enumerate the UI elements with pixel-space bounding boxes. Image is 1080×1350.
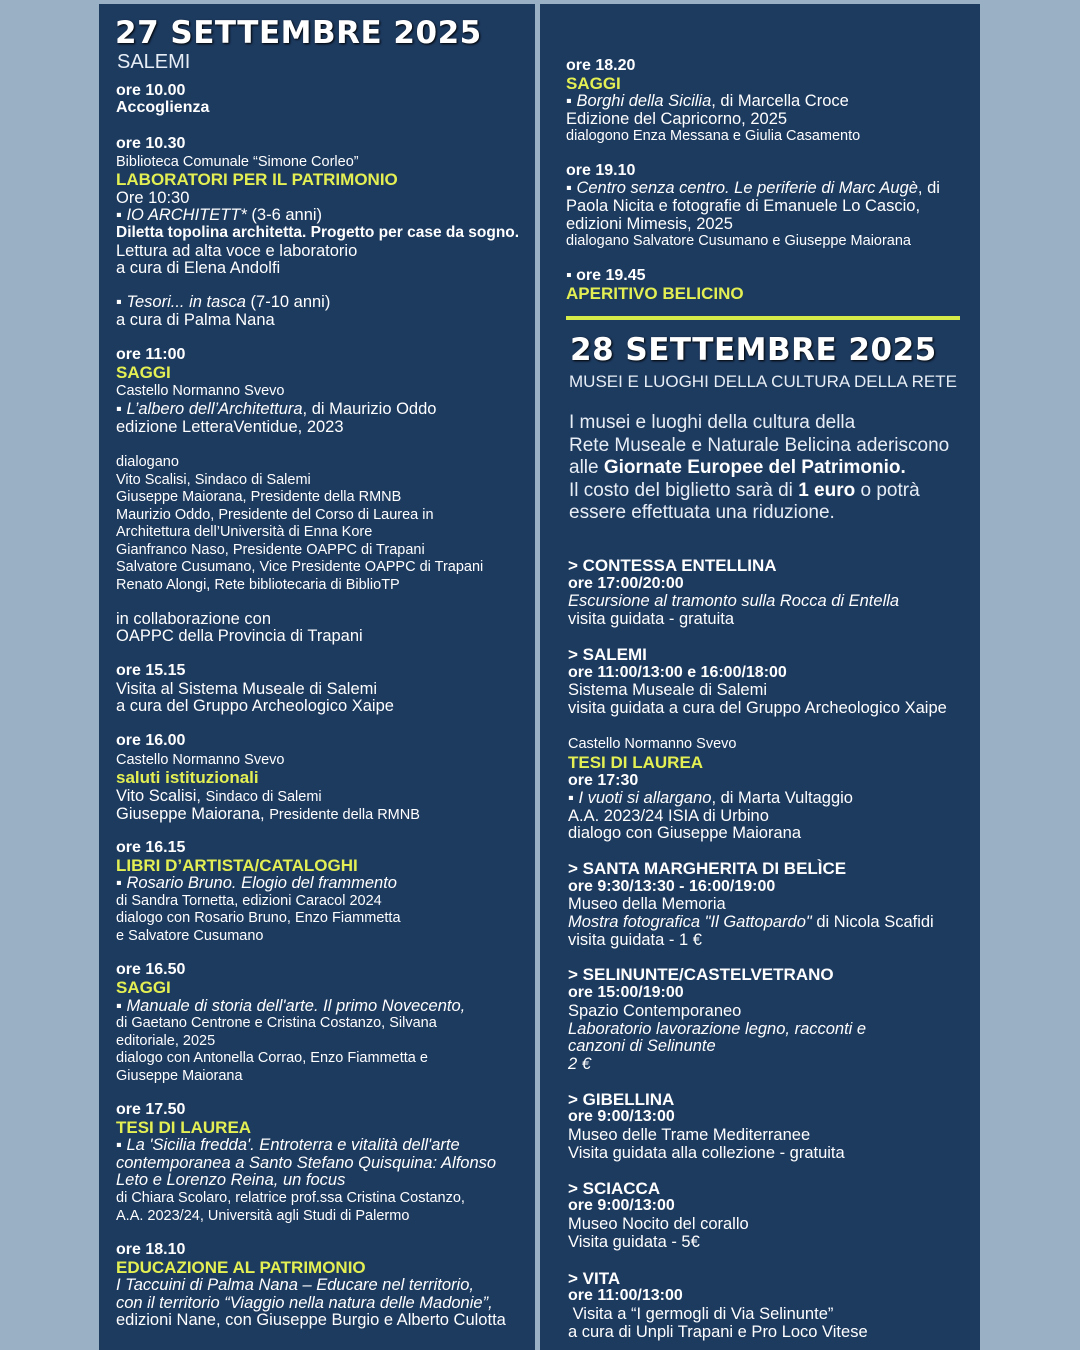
event-line: Museo delle Trame Mediterranee bbox=[568, 1126, 811, 1144]
event-line: Visita guidata - 5€ bbox=[568, 1233, 700, 1251]
event-category: saluti istituzionali bbox=[116, 768, 259, 787]
intro-text: o potrà bbox=[855, 480, 920, 501]
event-line: Spazio Contemporaneo bbox=[568, 1002, 742, 1020]
event-time: ore 9:30/13:30 - 16:00/19:00 bbox=[568, 878, 776, 895]
event-time: ore 16.00 bbox=[116, 732, 186, 749]
section-divider bbox=[566, 316, 960, 320]
event-book: ▪ Centro senza centro. Le periferie di Marc Augè, di bbox=[566, 179, 940, 197]
event-line: dialogo con Antonella Corrao, Enzo Fiammetta e bbox=[116, 1050, 428, 1066]
event-line: Lettura ad alta voce e laboratorio bbox=[116, 242, 358, 260]
event-line: Visita al Sistema Museale di Salemi bbox=[116, 680, 378, 698]
book-author: , di bbox=[917, 179, 940, 197]
event-line: Vito Scalisi, Sindaco di Salemi bbox=[116, 472, 311, 488]
exhibit-author: di Nicola Scafidi bbox=[811, 913, 934, 931]
book-title: Rosario Bruno. Elogio del frammento bbox=[126, 874, 397, 892]
item-age: (7-10 anni) bbox=[245, 293, 331, 311]
book-title: L’albero dell’Architettura bbox=[126, 400, 303, 418]
event-line: dialogono Enza Messana e Giulia Casamento bbox=[566, 128, 861, 144]
event-line: Sistema Museale di Salemi bbox=[568, 681, 767, 699]
place-heading: > GIBELLINA bbox=[568, 1090, 675, 1109]
event-category: EDUCAZIONE AL PATRIMONIO bbox=[116, 1258, 366, 1277]
event-time-secondary: Ore 10:30 bbox=[116, 189, 190, 207]
event-line: Architettura dell’Università di Enna Kore bbox=[116, 524, 373, 540]
event-line: Paola Nicita e fotografie di Emanuele Lo Cascio, bbox=[566, 197, 921, 215]
day1-place: SALEMI bbox=[117, 51, 191, 73]
event-time: ore 15:00/19:00 bbox=[568, 984, 684, 1001]
person-name: Giuseppe Maiorana, bbox=[116, 805, 270, 823]
event-line: di Gaetano Centrone e Cristina Costanzo, Silvana bbox=[116, 1015, 437, 1031]
event-time: ore 18.20 bbox=[566, 57, 636, 74]
event-line: a cura del Gruppo Archeologico Xaipe bbox=[116, 697, 394, 715]
event-line: Museo della Memoria bbox=[568, 895, 726, 913]
intro-line: I musei e luoghi della cultura della bbox=[569, 412, 856, 433]
place-heading: > SELINUNTE/CASTELVETRANO bbox=[568, 965, 834, 984]
event-line: a cura di Unpli Trapani e Pro Loco Vitese bbox=[568, 1323, 868, 1341]
event-time: ore 11:00/13:00 e 16:00/18:00 bbox=[568, 664, 787, 681]
event-category: TESI DI LAUREA bbox=[568, 753, 704, 772]
day1-title: 27 SETTEMBRE 2025 bbox=[115, 15, 482, 51]
event-time: ore 18.10 bbox=[116, 1241, 186, 1258]
book-title: Borghi della Sicilia bbox=[576, 92, 712, 110]
event-venue: Castello Normanno Svevo bbox=[116, 383, 285, 399]
right-column bbox=[540, 4, 980, 1350]
event-line: edizioni Nane, con Giuseppe Burgio e Alberto Culotta bbox=[116, 1311, 506, 1329]
event-line: Leto e Lorenzo Reina, un focus bbox=[116, 1171, 346, 1189]
place-heading: > SALEMI bbox=[568, 645, 647, 664]
event-item: ▪ IO ARCHITETT* (3-6 anni) bbox=[116, 206, 323, 224]
event-line: Salvatore Cusumano, Vice Presidente OAPPC di Trapani bbox=[116, 559, 484, 575]
event-line: edizioni Mimesis, 2025 bbox=[566, 215, 733, 233]
event-line: visita guidata a cura del Gruppo Archeologico Xaipe bbox=[568, 699, 947, 717]
event-line: dialogano bbox=[116, 454, 179, 470]
event-book: ▪ Rosario Bruno. Elogio del frammento bbox=[116, 874, 397, 892]
event-line: Museo Nocito del corallo bbox=[568, 1215, 749, 1233]
event-title: Accoglienza bbox=[116, 99, 210, 116]
event-desc: Diletta topolina architetta. Progetto per case da sogno. bbox=[116, 224, 520, 241]
event-line: dialogano Salvatore Cusumano e Giuseppe Maiorana bbox=[566, 233, 911, 249]
event-line: contemporanea a Santo Stefano Quisquina: Alfonso bbox=[116, 1154, 497, 1172]
event-item: ▪ Tesori... in tasca (7-10 anni) bbox=[116, 293, 331, 311]
event-line: di Chiara Scolaro, relatrice prof.ssa Cristina Costanzo, bbox=[116, 1190, 465, 1206]
event-line: Giuseppe Maiorana bbox=[116, 1068, 243, 1084]
event-time: ore 17:00/20:00 bbox=[568, 575, 684, 592]
event-category: SAGGI bbox=[116, 978, 171, 997]
place-heading: > SANTA MARGHERITA DI BELÌCE bbox=[568, 859, 847, 878]
event-line: A.A. 2023/24, Università agli Studi di Palermo bbox=[116, 1208, 410, 1224]
event-category: LIBRI D’ARTISTA/CATALOGHI bbox=[116, 856, 358, 875]
event-time: ore 16.50 bbox=[116, 961, 186, 978]
book-author: , di Maurizio Oddo bbox=[302, 400, 437, 418]
event-line: Visita guidata alla collezione - gratuita bbox=[568, 1144, 845, 1162]
event-line: Escursione al tramonto sulla Rocca di Entella bbox=[568, 592, 900, 610]
event-line: A.A. 2023/24 ISIA di Urbino bbox=[568, 807, 769, 825]
day2-title: 28 SETTEMBRE 2025 bbox=[570, 332, 937, 368]
event-venue: Castello Normanno Svevo bbox=[568, 736, 737, 752]
event-book: ▪ La 'Sicilia fredda'. Entroterra e vitalità dell'arte bbox=[116, 1136, 460, 1154]
intro-line: Rete Museale e Naturale Belicina aderiscono bbox=[569, 435, 950, 456]
event-line: Laboratorio lavorazione legno, racconti e bbox=[568, 1020, 867, 1038]
event-book: ▪ Borghi della Sicilia, di Marcella Croce bbox=[566, 92, 849, 110]
event-line: Edizione del Capricorno, 2025 bbox=[566, 110, 788, 128]
event-line: Maurizio Oddo, Presidente del Corso di Laurea in bbox=[116, 507, 434, 523]
event-line: I Taccuini di Palma Nana – Educare nel territorio, bbox=[116, 1276, 474, 1294]
intro-highlight: 1 euro bbox=[798, 480, 856, 501]
event-line: Gianfranco Naso, Presidente OAPPC di Trapani bbox=[116, 542, 425, 558]
event-category: LABORATORI PER IL PATRIMONIO bbox=[116, 170, 398, 189]
book-author: , di Marcella Croce bbox=[711, 92, 849, 110]
event-category: SAGGI bbox=[566, 74, 621, 93]
event-line: dialogo con Rosario Bruno, Enzo Fiammetta bbox=[116, 910, 401, 926]
book-title: La 'Sicilia fredda'. Entroterra e vitalità dell'arte bbox=[126, 1136, 460, 1154]
event-line: di Sandra Tornetta, edizioni Caracol 2024 bbox=[116, 893, 382, 909]
event-book: ▪ L’albero dell’Architettura, di Maurizio Oddo bbox=[116, 400, 437, 418]
event-book: ▪ Manuale di storia dell'arte. Il primo Novecento, bbox=[116, 997, 466, 1015]
event-line: visita guidata - gratuita bbox=[568, 610, 735, 628]
left-column bbox=[99, 4, 535, 1350]
time-text: ore 19.45 bbox=[576, 267, 646, 284]
intro-line bbox=[569, 480, 920, 502]
event-line bbox=[116, 806, 420, 823]
person-role: Sindaco di Salemi bbox=[205, 789, 322, 805]
event-venue: Biblioteca Comunale “Simone Corleo” bbox=[116, 154, 359, 170]
event-line: Visita a “I germogli di Via Selinunte” bbox=[568, 1305, 834, 1323]
intro-text: alle bbox=[569, 457, 604, 478]
event-book: ▪ I vuoti si allargano, di Marta Vultaggio bbox=[568, 789, 853, 807]
event-line: dialogo con Giuseppe Maiorana bbox=[568, 824, 801, 842]
event-time: ore 11:00/13:00 bbox=[568, 1287, 683, 1304]
item-title: Tesori... in tasca bbox=[126, 293, 246, 311]
event-line: Renato Alongi, Rete bibliotecaria di BiblioTP bbox=[116, 577, 400, 593]
book-title: Centro senza centro. Le periferie di Marc Augè bbox=[576, 179, 918, 197]
place-heading: > CONTESSA ENTELLINA bbox=[568, 556, 777, 575]
event-line: 2 € bbox=[568, 1055, 591, 1073]
book-title: I vuoti si allargano bbox=[578, 789, 712, 807]
event-line bbox=[568, 914, 934, 931]
place-heading: > SCIACCA bbox=[568, 1179, 661, 1198]
event-line bbox=[116, 788, 322, 805]
place-heading: > VITA bbox=[568, 1269, 621, 1288]
event-venue: Castello Normanno Svevo bbox=[116, 752, 285, 768]
event-line: a cura di Elena Andolfi bbox=[116, 259, 281, 277]
intro-line: essere effettuata una riduzione. bbox=[569, 502, 835, 523]
event-time: ore 17.50 bbox=[116, 1101, 186, 1118]
event-line: editoriale, 2025 bbox=[116, 1033, 216, 1049]
item-title: IO ARCHITETT* bbox=[126, 206, 247, 224]
event-category: SAGGI bbox=[116, 363, 171, 382]
event-time: ore 17:30 bbox=[568, 772, 639, 789]
event-category: TESI DI LAUREA bbox=[116, 1118, 252, 1137]
day2-subtitle: MUSEI E LUOGHI DELLA CULTURA DELLA RETE bbox=[569, 372, 957, 391]
event-line: in collaborazione con bbox=[116, 610, 272, 628]
event-line: Giuseppe Maiorana, Presidente della RMNB bbox=[116, 489, 402, 505]
event-line: con il territorio “Viaggio nella natura delle Madonie”, bbox=[116, 1294, 493, 1312]
event-line: OAPPC della Provincia di Trapani bbox=[116, 627, 363, 645]
event-time: ▪ ore 19.45 bbox=[566, 267, 646, 284]
intro-line bbox=[569, 457, 906, 479]
event-time: ore 9:00/13:00 bbox=[568, 1197, 675, 1214]
event-line: a cura di Palma Nana bbox=[116, 311, 275, 329]
person-role: Presidente della RMNB bbox=[269, 807, 420, 823]
event-time: ore 9:00/13:00 bbox=[568, 1108, 675, 1125]
event-category: APERITIVO BELICINO bbox=[566, 284, 744, 303]
intro-highlight: Giornate Europee del Patrimonio. bbox=[603, 457, 906, 478]
person-name: Vito Scalisi, bbox=[116, 787, 206, 805]
event-time: ore 19.10 bbox=[566, 162, 636, 179]
exhibit-title: Mostra fotografica "Il Gattopardo" bbox=[568, 913, 812, 931]
event-time: ore 10.30 bbox=[116, 135, 186, 152]
event-time: ore 15.15 bbox=[116, 662, 186, 679]
intro-text: Il costo del biglietto sarà di bbox=[569, 480, 799, 501]
event-time: ore 16.15 bbox=[116, 839, 186, 856]
event-line: e Salvatore Cusumano bbox=[116, 928, 264, 944]
event-line: canzoni di Selinunte bbox=[568, 1037, 716, 1055]
event-time: ore 11:00 bbox=[116, 346, 186, 363]
event-time: ore 10.00 bbox=[116, 82, 186, 99]
book-author: , di Marta Vultaggio bbox=[711, 789, 853, 807]
event-line: visita guidata - 1 € bbox=[568, 931, 702, 949]
book-title: Manuale di storia dell'arte. Il primo Novecento, bbox=[126, 997, 466, 1015]
item-age: (3-6 anni) bbox=[246, 206, 323, 224]
event-line: edizione LetteraVentidue, 2023 bbox=[116, 418, 344, 436]
